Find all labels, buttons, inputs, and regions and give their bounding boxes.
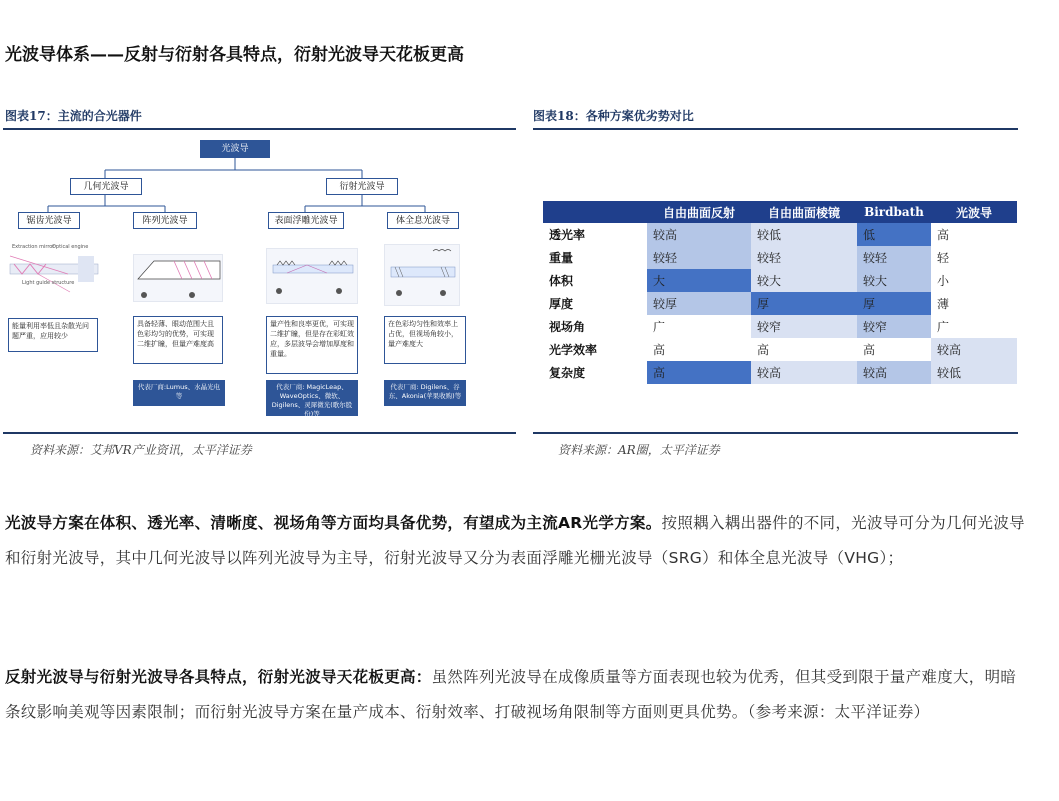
tree-node-geometric: 几何光波导 [70, 178, 142, 195]
table-cell: 厚 [857, 292, 931, 315]
table-cell: 薄 [931, 292, 1017, 315]
figure17-title: 图表17：主流的合光器件 [5, 109, 142, 123]
vhg-illustration [384, 244, 460, 306]
figure18-bottom-rule [533, 432, 1018, 434]
table-row [543, 269, 1017, 292]
table-cell: 较轻 [647, 246, 751, 269]
figure18-title: 图表18：各种方案优劣势对比 [533, 109, 694, 123]
illustration-caption-2: Light guide structure [22, 280, 75, 286]
table-cell: 较大 [751, 269, 857, 292]
srg-illustration [266, 248, 358, 304]
paragraph-2-body: 虽然阵列光波导在成像质量等方面表现也较为优秀，但其受到限于量产难度大，明暗条纹影响美观等因素限制；而衍射光波导方案在量产成本、衍射效率、打破视场角限制等方面则更具优势。（参考来源：太平洋证券） [5, 668, 1017, 721]
tree-node-diffractive: 衍射光波导 [326, 178, 398, 195]
table-row [543, 361, 1017, 384]
table-cell: 大 [647, 269, 751, 292]
table-cell: 较轻 [857, 246, 931, 269]
comparison-table [543, 201, 1017, 384]
figure18-top-rule [533, 128, 1018, 130]
table-row [543, 292, 1017, 315]
description-array: 具备轻薄、眼动范围大且色彩均匀的优势，可实现二维扩瞳，但量产难度高 [133, 316, 223, 364]
table-row [543, 223, 1017, 246]
paragraph-1-body: 按照耦入耦出器件的不同，光波导可分为几何光波导和衍射光波导，其中几何光波导以阵列光波导为主导，衍射光波导又分为表面浮雕光栅光波导（SRG）和体全息光波导（VHG）； [5, 514, 1025, 567]
table-row-label: 厚度 [549, 297, 574, 311]
table-header-waveguide: 光波导 [931, 201, 1017, 223]
table-row-label: 体积 [549, 274, 574, 288]
table-row-label: 复杂度 [549, 366, 586, 380]
table-cell: 较高 [931, 338, 1017, 361]
table-cell: 小 [931, 269, 1017, 292]
table-cell: 较大 [857, 269, 931, 292]
table-cell: 高 [931, 223, 1017, 246]
page-heading: 光波导体系——反射与衍射各具特点，衍射光波导天花板更高 [5, 45, 464, 65]
tree-node-sawtooth: 锯齿光波导 [18, 212, 80, 229]
paragraph-1 [5, 506, 1025, 576]
table-row [543, 246, 1017, 269]
table-row-label: 光学效率 [549, 343, 598, 357]
figure17-bottom-rule [3, 432, 516, 434]
table-cell: 较窄 [751, 315, 857, 338]
table-row-label: 视场角 [549, 320, 586, 334]
table-cell: 较窄 [857, 315, 931, 338]
description-sawtooth: 能量利用率低且杂散光问题严重，应用较少 [8, 318, 98, 352]
table-cell: 较高 [857, 361, 931, 384]
tree-node-vhg: 体全息光波导 [387, 212, 459, 229]
paragraph-2 [5, 660, 1025, 730]
table-cell: 较轻 [751, 246, 857, 269]
table-header-freeform-prism: 自由曲面棱镜 [751, 201, 857, 223]
table-cell: 高 [647, 361, 751, 384]
description-srg: 量产性和良率更优，可实现二维扩瞳，但是存在彩虹效应，多层波导会增加厚度和重量。 [266, 316, 358, 374]
table-cell: 广 [931, 315, 1017, 338]
waveguide-tree-diagram [0, 130, 516, 430]
table-cell: 轻 [931, 246, 1017, 269]
table-row-label: 透光率 [549, 228, 586, 242]
paragraph-2-lead: 反射光波导与衍射光波导各具特点，衍射光波导天花板更高： [5, 668, 432, 686]
tree-node-srg: 表面浮雕光波导 [268, 212, 344, 229]
vendor-vhg: 代表厂商: Digilens、谷东、Akonia(苹果收购)等 [384, 380, 466, 406]
table-row [543, 338, 1017, 361]
array-illustration [133, 254, 223, 302]
tree-root-node: 光波导 [200, 140, 270, 158]
paragraph-1-lead: 光波导方案在体积、透光率、清晰度、视场角等方面均具备优势，有望成为主流AR光学方案。 [5, 514, 662, 532]
table-cell: 低 [857, 223, 931, 246]
table-cell: 厚 [751, 292, 857, 315]
table-cell: 高 [751, 338, 857, 361]
table-cell: 较高 [647, 223, 751, 246]
table-row-label: 重量 [549, 251, 574, 265]
figure17-source: 资料来源：艾邦VR产业资讯，太平洋证券 [30, 443, 252, 457]
table-header-row [543, 201, 1017, 223]
description-vhg: 在色彩均匀性和效率上占优，但视场角较小，量产难度大 [384, 316, 466, 364]
table-cell: 较低 [931, 361, 1017, 384]
vendor-array: 代表厂商:Lumus、水晶光电等 [133, 380, 225, 406]
figure18-source: 资料来源：AR圈，太平洋证券 [558, 443, 720, 457]
vendor-srg: 代表厂商: MagicLeap、WaveOptics、微软、Digilens、灵犀微光(歌尔股份)等 [266, 380, 358, 416]
tree-node-array: 阵列光波导 [133, 212, 197, 229]
table-header-corner [543, 201, 647, 223]
svg-text:Optical engine: Optical engine [52, 244, 89, 250]
table-cell: 较高 [751, 361, 857, 384]
table-header-birdbath: Birdbath [857, 201, 931, 223]
table-cell: 较厚 [647, 292, 751, 315]
sawtooth-illustration [8, 236, 100, 302]
illustration-caption-1: Extraction mirror [12, 244, 55, 250]
table-cell: 高 [647, 338, 751, 361]
table-cell: 较低 [751, 223, 857, 246]
table-cell: 广 [647, 315, 751, 338]
table-row [543, 315, 1017, 338]
table-header-freeform-reflect: 自由曲面反射 [647, 201, 751, 223]
table-cell: 高 [857, 338, 931, 361]
